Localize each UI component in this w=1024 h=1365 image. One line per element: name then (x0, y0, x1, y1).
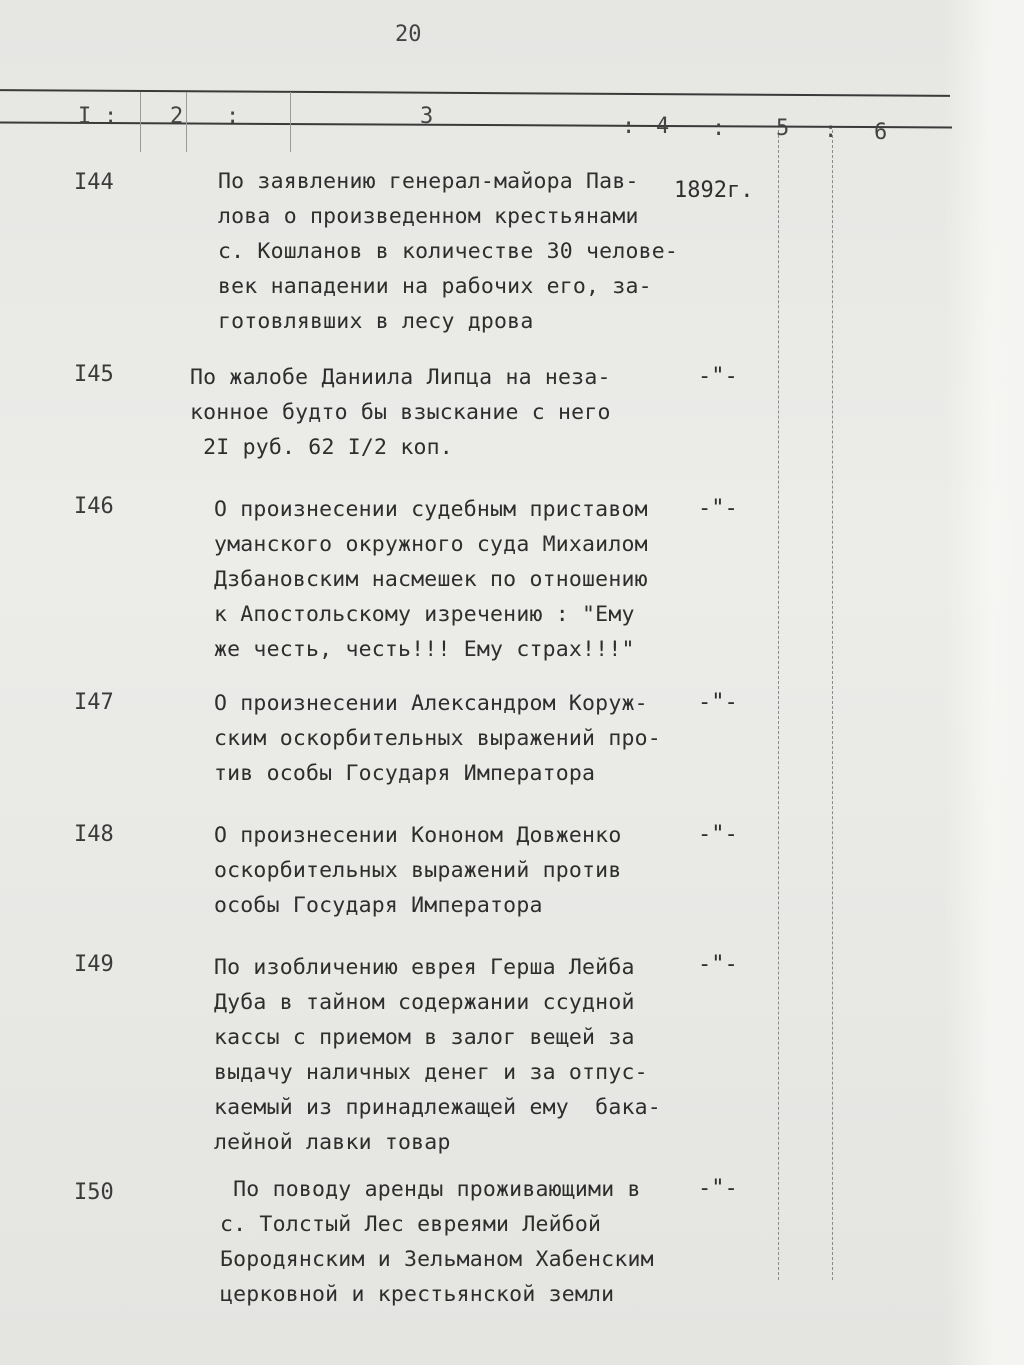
row-date: -"- (698, 364, 738, 389)
row-description: О произнесении судебным приставом уманского окружного суда Михаилом Дзбановским насмешек по отношению к Апостольскому изречению : "Ему же честь, честь!!! Ему страх!!!" (214, 497, 648, 662)
column-header-separator: : (104, 104, 118, 129)
column-divider-1 (140, 92, 141, 152)
column-divider-5 (832, 130, 834, 1280)
row-number: I48 (74, 822, 114, 847)
table-header-rule (0, 122, 952, 129)
column-header-separator: : (226, 104, 240, 129)
row-number: I47 (74, 690, 114, 715)
column-header-6: 6 (874, 120, 888, 145)
page-edge-shadow (944, 0, 1024, 1365)
column-header-1: I (78, 104, 92, 129)
column-divider-2 (186, 92, 187, 152)
row-description: По поводу аренды проживающими в с. Толстый Лес евреями Лейбой Бородянским и Зельманом Хабенским церковной и крестьянской земли (220, 1177, 654, 1307)
column-header-4: 4 (656, 114, 670, 139)
row-description: По жалобе Даниила Липца на неза- конное будто бы взыскание с него 2I руб. 62 I/2 коп. (190, 365, 611, 460)
column-header-separator: : (824, 118, 838, 143)
row-number: I46 (74, 494, 114, 519)
row-date: -"- (698, 690, 738, 715)
column-header-3: 3 (420, 104, 434, 129)
row-description: О произнесении Александром Коруж- ским оскорбительных выражений про- тив особы Государя Императора (214, 691, 661, 786)
row-number: I44 (74, 170, 114, 195)
row-date: 1892г. (674, 178, 754, 203)
column-header-5: 5 (776, 116, 790, 141)
table-top-rule (0, 89, 950, 97)
row-description: По изобличению еврея Герша Лейба Дуба в тайном содержании ссудной кассы с приемом в залог вещей за выдачу наличных денег и за отпус- каемый из принадлежащей ему бака- лейной лавки товар (214, 955, 661, 1155)
row-date: -"- (698, 496, 738, 521)
column-header-2: 2 (170, 104, 184, 129)
column-divider-4 (778, 130, 780, 1280)
column-divider-3 (290, 92, 291, 152)
row-date: -"- (698, 822, 738, 847)
row-date: -"- (698, 952, 738, 977)
row-description: О произнесении Кононом Довженко оскорбительных выражений против особы Государя Императора (214, 823, 622, 918)
column-header-separator: : (712, 116, 726, 141)
column-header-separator: : (622, 114, 636, 139)
row-date: -"- (698, 1176, 738, 1201)
page-number: 20 (395, 22, 422, 47)
row-description: По заявлению генерал-майора Пав- лова о произведенном крестьянами с. Кошланов в количестве 30 челове- век нападении на рабочих его, за- готовлявших в лесу дрова (218, 169, 679, 334)
row-number: I50 (74, 1180, 114, 1205)
row-number: I49 (74, 952, 114, 977)
row-number: I45 (74, 362, 114, 387)
